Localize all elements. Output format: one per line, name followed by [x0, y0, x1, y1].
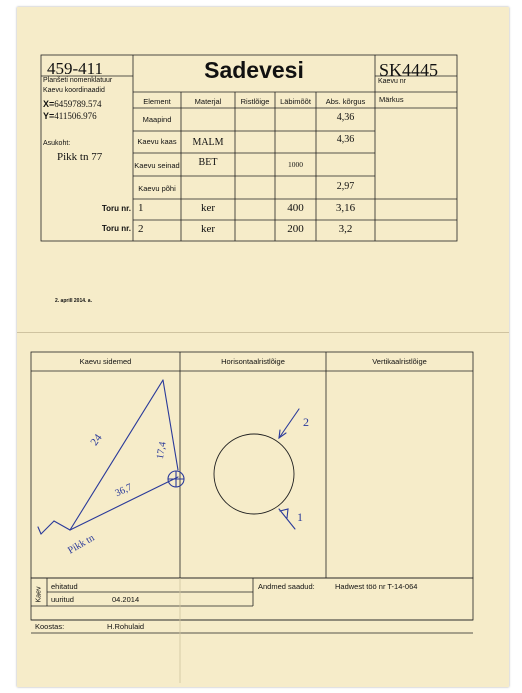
well-side-label: Kaev [35, 586, 43, 603]
row-elevation: 4,36 [336, 134, 355, 145]
sheet-title: Sadevesi [204, 57, 304, 83]
pipe-label: Toru nr. [101, 204, 131, 213]
col-header-material: Materjal [194, 97, 222, 106]
map-number-label: Planšeti nomenklatuur [43, 77, 113, 84]
pipe-elevation: 3,2 [338, 223, 353, 235]
col-header-diameter: Läbimõõt [280, 97, 311, 106]
row-element: Kaevu põhi [138, 184, 176, 193]
row-elevation: 2,97 [336, 181, 355, 192]
well-record-sheet [17, 7, 509, 687]
row-material: BET [198, 157, 218, 168]
sketch-header-horizontal: Horisontaalristlõige [221, 357, 285, 366]
dimension-c: 36,7 [113, 481, 135, 500]
pipe-diameter: 400 [287, 202, 304, 214]
pipe-number: 2 [138, 223, 144, 235]
pipe-number: 1 [138, 202, 144, 214]
col-header-element: Element [143, 97, 171, 106]
x-coordinate-value: 6459789.574 [54, 99, 102, 109]
col-header-elevation: Abs. kõrgus [325, 97, 366, 106]
col-header-section: Ristlõige [240, 97, 270, 106]
coordinates-label: Kaevu koordinaadid [43, 87, 105, 94]
x-coordinate [43, 99, 102, 109]
compiler-label: Koostas: [35, 622, 65, 631]
pipe-material: ker [200, 202, 216, 214]
row-element: Maapind [142, 115, 172, 124]
y-coordinate-label: Y= [43, 111, 55, 121]
source-value: Hadwest töö nr T-14-064 [335, 582, 418, 591]
source-label: Andmed saadud: [258, 582, 315, 591]
dimension-b: 17,4 [154, 440, 169, 461]
y-coordinate [43, 111, 97, 121]
row-diameter: 1000 [288, 160, 303, 169]
street-name: Pikk tn [66, 532, 97, 557]
pipe-elevation: 3,16 [335, 202, 356, 214]
compiler-value: H.Rohulaid [107, 622, 145, 631]
location-value: Pikk tn 77 [57, 151, 103, 163]
built-label: ehitatud [51, 582, 78, 591]
row-element: Kaevu kaas [137, 137, 177, 146]
row-elevation: 4,36 [336, 112, 355, 123]
measured-value: 04.2014 [112, 595, 140, 604]
row-element: Kaevu seinad [134, 161, 180, 170]
well-id: SK4445 [379, 60, 439, 80]
col-header-notes: Märkus [379, 95, 404, 104]
y-coordinate-value: 411506.976 [54, 111, 97, 121]
pipe-diameter: 200 [287, 223, 304, 235]
sheet-date: 2. aprill 2014. a. [55, 298, 92, 304]
measured-label: uuritud [51, 595, 74, 604]
sketch-header-connections: Kaevu sidemed [79, 357, 132, 366]
pipe-1-label: 1 [297, 510, 303, 524]
dimension-a: 24 [88, 432, 105, 448]
pipe-material: ker [200, 223, 216, 235]
location-label: Asukoht: [43, 140, 71, 147]
map-number: 459-411 [47, 59, 104, 78]
x-coordinate-label: X= [43, 99, 55, 109]
pipe-2-label: 2 [303, 415, 309, 429]
pipe-label: Toru nr. [101, 224, 131, 233]
row-material: MALM [192, 137, 224, 148]
well-number-label: Kaevu nr [378, 78, 407, 85]
sketch-header-vertical: Vertikaalristlõige [372, 357, 427, 366]
